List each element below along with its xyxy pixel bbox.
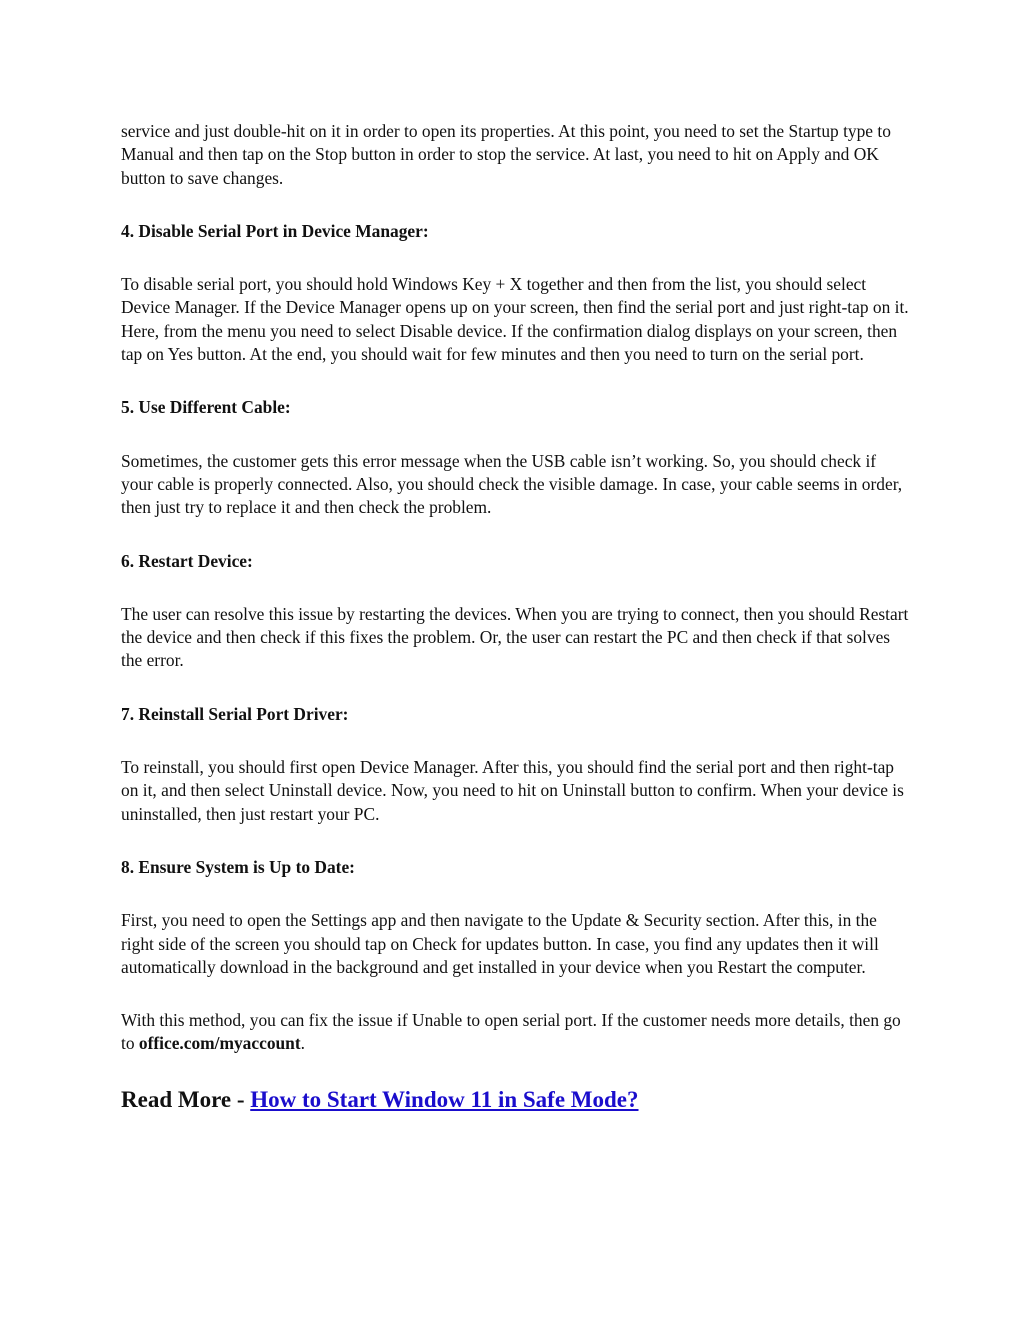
section-body-restart-device: The user can resolve this issue by restarting the devices. When you are trying to connect, then you should Restart the device and then check if this fixes the problem. Or, the user can restart the PC and then check if that solves the error. [121, 603, 909, 671]
section-body-reinstall-driver: To reinstall, you should first open Device Manager. After this, you should find the serial port and then right-tap on it, and then select Uninstall device. Now, you need to hit on Uninstall button to confirm. When your device is uninstalled, then just restart your PC. [121, 757, 904, 824]
section-body-system-up-to-date: First, you need to open the Settings app and then navigate to the Update & Security section. After this, in the right side of the screen you should tap on Check for updates button. In case, you find any updates then it will automatically download in the background and get installed in your device when you Restart the computer. [121, 910, 879, 977]
office-account-text: office.com/myaccount [138, 1033, 301, 1054]
section-heading-reinstall-driver: 7. Reinstall Serial Port Driver: [121, 703, 349, 724]
section-heading-restart-device: 6. Restart Device: [121, 550, 253, 571]
closing-text-after: . [300, 1033, 306, 1054]
read-more-line [121, 1086, 911, 1114]
section-body-different-cable: Sometimes, the customer gets this error message when the USB cable isn’t working. So, you should check if your cable is properly connected. Also, you should check the visible damage. In case, your cable seems in order, then just try to replace it and then check the problem. [121, 450, 903, 518]
section-body-disable-serial-port: To disable serial port, you should hold Windows Key + X together and then from the list, you should select Device Manager. If the Device Manager opens up on your screen, then find the serial port and just right-tap on it. Here, from the menu you need to select Disable device. If the confirmation dialog displays on your screen, then tap on Yes button. At the end, you should wait for few minutes and then you need to turn on the serial port. [121, 274, 909, 365]
section-heading-disable-serial-port: 4. Disable Serial Port in Device Manager: [121, 220, 429, 241]
closing-text-before: With this method, you can fix the issue if Unable to open serial port. If the customer needs more details, then go to [121, 1010, 901, 1054]
intro-paragraph: service and just double-hit on it in order to open its properties. At this point, you need to set the Startup type to Manual and then tap on the Stop button in order to stop the service. At last, you need to hit on Apply and OK button to save changes. [121, 121, 891, 188]
document-page [121, 120, 911, 1114]
read-more-prefix: Read More - [121, 1086, 251, 1112]
section-heading-system-up-to-date: 8. Ensure System is Up to Date: [121, 856, 355, 877]
closing-paragraph [121, 1009, 911, 1056]
safe-mode-article-link[interactable]: How to Start Window 11 in Safe Mode? [250, 1086, 639, 1112]
section-heading-different-cable: 5. Use Different Cable: [121, 397, 291, 418]
